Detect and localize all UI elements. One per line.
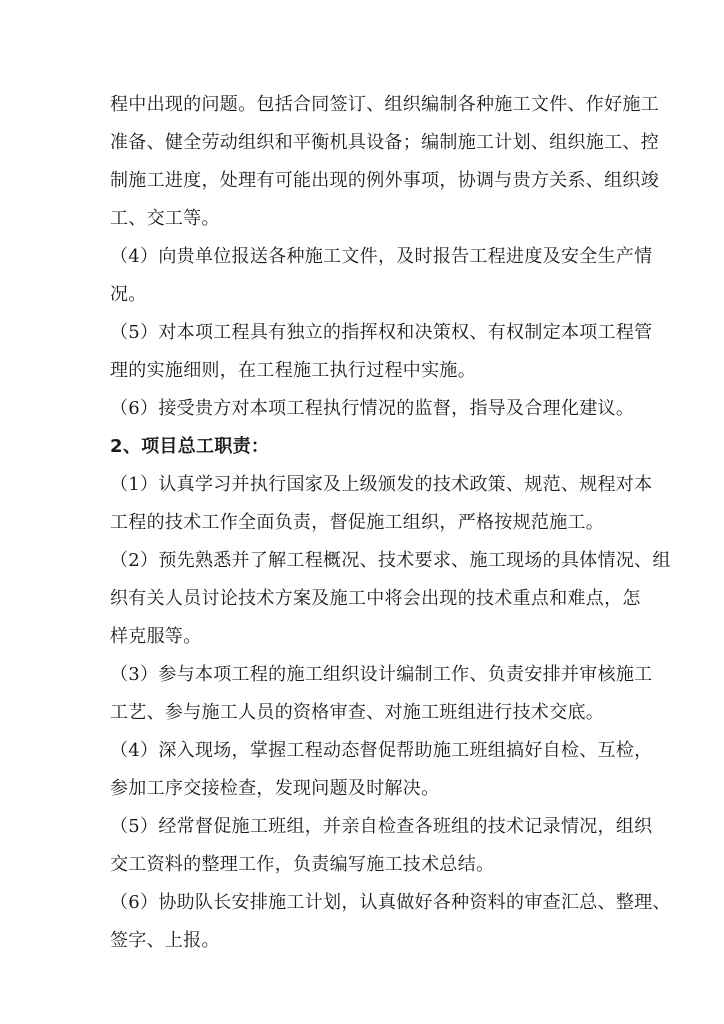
text-line: 工程的技术工作全面负责，督促施工组织，严格按规范施工。 [110,512,605,533]
text-line: 工、交工等。 [110,208,220,229]
text-line: 况。 [110,284,147,305]
text-line: （4）向贵单位报送各种施工文件，及时报告工程进度及安全生产情 [110,246,653,267]
text-line: 交工资料的整理工作，负责编写施工技术总结。 [110,854,495,875]
text-line: 签字、上报。 [110,930,220,951]
text-line: 样克服等。 [110,626,202,647]
text-line: （4）深入现场，掌握工程动态督促帮助施工班组搞好自检、互检， [110,740,653,761]
text-line: （2）预先熟悉并了解工程概况、技术要求、施工现场的具体情况、组 [110,550,671,571]
text-line: （5）经常督促施工班组，并亲自检查各班组的技术记录情况，组织 [110,816,653,837]
text-line: 参加工序交接检查，发现问题及时解决。 [110,778,440,799]
text-line: 程中出现的问题。包括合同签订、组织编制各种施工文件、作好施工 [110,94,659,115]
text-line: 工艺、参与施工人员的资格审查、对施工班组进行技术交底。 [110,702,605,723]
text-line: 织有关人员讨论技术方案及施工中将会出现的技术重点和难点，怎 [110,588,641,609]
text-line: 理的实施细则，在工程施工执行过程中实施。 [110,360,476,381]
text-line: （5）对本项工程具有独立的指挥权和决策权、有权制定本项工程管 [110,322,653,343]
text-line: （1）认真学习并执行国家及上级颁发的技术政策、规范、规程对本 [110,474,653,495]
text-line: 准备、健全劳动组织和平衡机具设备；编制施工计划、组织施工、控 [110,132,659,153]
section-heading: 2、项目总工职责： [110,436,270,457]
text-line: 制施工进度，处理有可能出现的例外事项，协调与贵方关系、组织竣 [110,170,659,191]
text-line: （6）协助队长安排施工计划，认真做好各种资料的审查汇总、整理、 [110,892,671,913]
text-line: （6）接受贵方对本项工程执行情况的监督，指导及合理化建议。 [110,398,635,419]
text-line: （3）参与本项工程的施工组织设计编制工作、负责安排并审核施工 [110,664,653,685]
